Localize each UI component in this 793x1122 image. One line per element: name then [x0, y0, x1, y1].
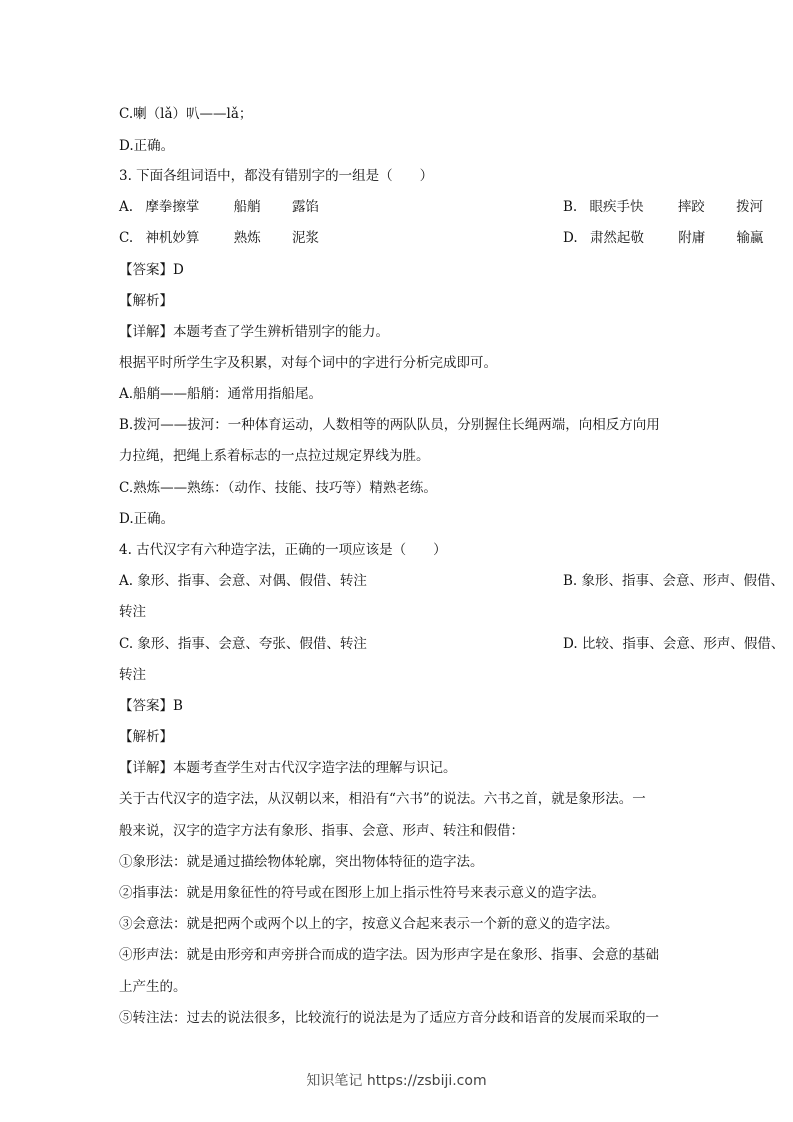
- question-4-answer: 【答案】B: [119, 698, 183, 714]
- question-4-analysis-line: ⑤转注法：过去的说法很多，比较流行的说法是为了适应方音分歧和语音的发展而采取的一: [119, 1010, 659, 1026]
- option-d-continued: 转注: [119, 667, 146, 683]
- question-3-analysis-line: 力拉绳，把绳上系着标志的一点拉过规定界线为胜。: [119, 448, 430, 464]
- option-c-word-1: 神机妙算: [145, 230, 200, 246]
- option-a: A. 象形、指事、会意、对偶、假借、转注: [119, 573, 367, 589]
- question-3-analysis-line: D.正确。: [119, 511, 175, 527]
- option-a-label: A.: [119, 199, 134, 215]
- prev-question-option-c: C.喇（lǎ）叭——lǎ；: [119, 106, 253, 122]
- question-3-answer: 【答案】D: [119, 262, 184, 278]
- option-b-word-2: 摔跤: [677, 199, 705, 215]
- option-b-word-1: 眼疾手快: [589, 199, 644, 215]
- option-c: C. 象形、指事、会意、夸张、假借、转注: [119, 636, 367, 652]
- question-4-analysis-line: 关于古代汉字的造字法，从汉朝以来，相沿有“六书”的说法。六书之首，就是象形法。一: [119, 791, 646, 807]
- option-a-word-2: 船艄: [233, 199, 261, 215]
- question-3-options-row-2: [119, 228, 764, 248]
- question-3-detail: 【详解】本题考查了学生辨析错别字的能力。: [119, 324, 389, 340]
- option-c-word-3: 泥浆: [292, 230, 320, 246]
- question-3-stem: 3. 下面各组词语中，都没有错别字的一组是（ ）: [119, 168, 434, 184]
- question-3-analysis-line: C.熟炼——熟练：（动作、技能、技巧等）精熟老练。: [119, 480, 437, 496]
- option-c-word-2: 熟炼: [233, 230, 261, 246]
- question-4-analysis-line: ③会意法：就是把两个或两个以上的字，按意义合起来表示一个新的意义的造字法。: [119, 916, 619, 932]
- question-4-stem: 4. 古代汉字有六种造字法，正确的一项应该是（ ）: [119, 542, 447, 558]
- question-4-analysis-line: 上产生的。: [119, 979, 187, 995]
- question-4-options-row-1: [119, 571, 785, 591]
- option-c-label: C.: [119, 230, 134, 246]
- option-d: D. 比较、指事、会意、形声、假借、: [563, 636, 785, 652]
- option-a-word-1: 摩拳擦掌: [145, 199, 200, 215]
- option-d-word-3: 输赢: [736, 230, 764, 246]
- option-b-continued: 转注: [119, 604, 146, 620]
- question-4-analysis-line: ①象形法：就是通过描绘物体轮廓，突出物体特征的造字法。: [119, 854, 484, 870]
- question-3-analysis-line: B.拨河——拔河：一种体育运动，人数相等的两队队员，分别握住长绳两端，向相反方向用: [119, 417, 660, 433]
- question-3-analysis-line: 根据平时所学生字及积累，对每个词中的字进行分析完成即可。: [119, 355, 497, 371]
- prev-question-option-d: D.正确。: [119, 138, 175, 154]
- question-3-analysis-line: A.船艄——船艄：通常用指船尾。: [119, 386, 323, 402]
- question-3-analysis-title: 【解析】: [119, 293, 173, 309]
- option-d-label: D.: [563, 230, 578, 246]
- option-d-word-2: 附庸: [678, 230, 706, 246]
- option-b-word-3: 拨河: [736, 199, 764, 215]
- option-b: B. 象形、指事、会意、形声、假借、: [563, 573, 785, 589]
- question-4-analysis-line: 般来说，汉字的造字方法有象形、指事、会意、形声、转注和假借：: [119, 823, 524, 839]
- question-4-analysis-title: 【解析】: [119, 729, 173, 745]
- question-4-detail: 【详解】本题考查学生对古代汉字造字法的理解与识记。: [119, 760, 457, 776]
- option-a-word-3: 露馅: [291, 199, 319, 215]
- footer-watermark: 知识笔记 https://zsbiji.com: [306, 1073, 487, 1089]
- question-4-analysis-line: ④形声法：就是由形旁和声旁拼合而成的造字法。因为形声字是在象形、指事、会意的基础: [119, 947, 659, 963]
- option-d-word-1: 肃然起敬: [589, 230, 644, 246]
- question-4-analysis-line: ②指事法：就是用象征性的符号或在图形上加上指示性符号来表示意义的造字法。: [119, 885, 605, 901]
- question-3-options-row-1: [119, 197, 764, 217]
- option-b-label: B.: [563, 199, 578, 215]
- question-4-options-row-2: [119, 634, 785, 654]
